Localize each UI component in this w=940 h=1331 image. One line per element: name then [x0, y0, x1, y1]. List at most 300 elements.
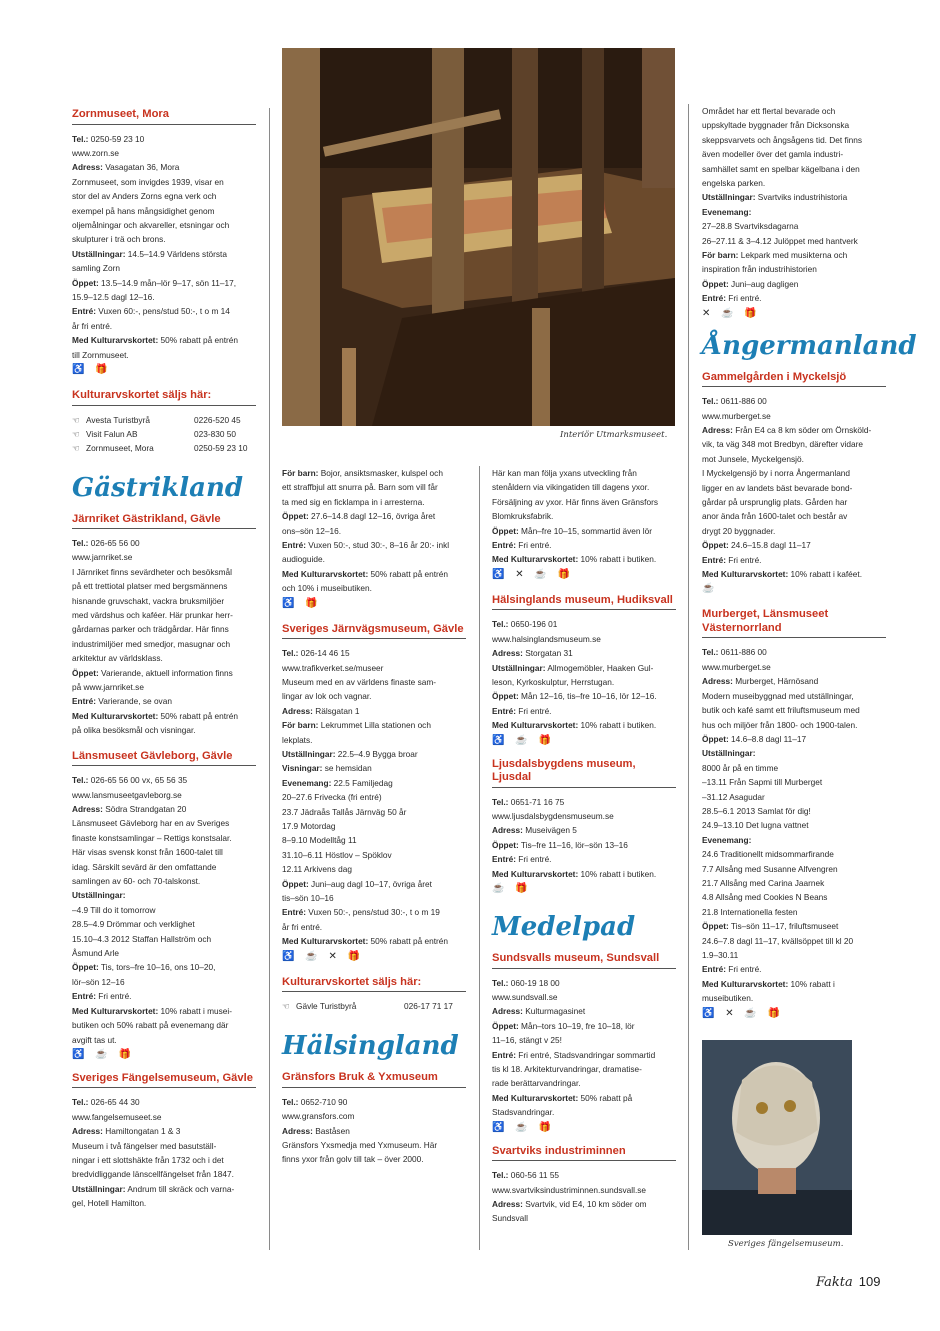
- text-line: [72, 1196, 256, 1210]
- field-text: 28.5–4.9 Drömmar och verklighet: [72, 919, 195, 930]
- field-text: till Zornmuseet.: [72, 349, 129, 360]
- field-text: 50% rabatt på entrén: [368, 936, 449, 947]
- field-text: Tis, tors–fre 10–16, ons 10–20,: [98, 962, 216, 973]
- field-text: idag. Särskilt sevärd är den omfattande: [72, 861, 217, 872]
- field-text: Försäljning av yxor. Här finns även Gränsfors: [492, 496, 659, 507]
- text-line: [72, 860, 256, 874]
- field-text: 17.9 Motordag: [282, 821, 336, 832]
- sell-place: Visit Falun AB: [86, 428, 138, 439]
- field-text: 026-14 46 15: [298, 648, 350, 659]
- field-text: Länsmuseet Gävleborg har en av Sveriges: [72, 818, 230, 829]
- text-line: [72, 261, 256, 275]
- field-text: 0611-886 00: [718, 396, 767, 407]
- text-line: [492, 1062, 676, 1076]
- entry-body: [72, 536, 256, 738]
- text-line: [702, 524, 886, 538]
- field-text: 28.5–6.1 2013 Samlat för dig!: [702, 805, 811, 816]
- field-text: Kulturmagasinet: [522, 1006, 586, 1017]
- field-text: www.svartviksindustriminnen.sundsvall.se: [492, 1184, 647, 1195]
- field-label: För barn:: [282, 468, 319, 478]
- field-label: Adress:: [72, 804, 103, 814]
- field-label: Adress:: [282, 705, 313, 716]
- entry-title: Ljusdalsbygdens museum, Ljusdal: [492, 758, 676, 788]
- text-line: [702, 962, 886, 976]
- text-line: [492, 1004, 676, 1018]
- field-text: lör–sön 12–16: [72, 976, 125, 987]
- entry-body: [702, 645, 886, 1005]
- text-line: [72, 290, 256, 304]
- field-label: Entré:: [492, 854, 516, 865]
- field-text: ligger en av landets bäst bevarade bond-: [702, 482, 853, 493]
- field-label: Tel.:: [492, 796, 509, 807]
- field-text: Området har ett flertal bevarade och: [702, 106, 836, 116]
- text-line: [72, 723, 256, 737]
- field-text: Varierande, aktuell information finns: [98, 667, 233, 678]
- field-label: Tel.:: [282, 648, 299, 659]
- field-text: anor ända från 1600-talet och består av: [702, 511, 848, 522]
- field-text: avgift tas ut.: [72, 1034, 117, 1045]
- field-label: Utställningar:: [72, 248, 126, 259]
- text-line: [702, 147, 886, 161]
- field-text: finaste konstsamlingar – Rettigs konstsalar.: [72, 832, 232, 843]
- text-line: [72, 1033, 256, 1047]
- field-text: Rälsgatan 1: [312, 705, 360, 716]
- field-text: 50% rabatt på entrén: [158, 710, 239, 721]
- field-text: Fri entré.: [95, 991, 132, 1002]
- field-text: skulpturer i trä och brons.: [72, 234, 166, 245]
- text-line: [702, 703, 886, 717]
- field-text: 15.10–4.3 2012 Staffan Hallström och: [72, 933, 212, 944]
- field-label: Öppet:: [702, 540, 729, 551]
- field-label: Evenemang:: [702, 206, 752, 217]
- field-text: 31.10–6.11 Höstlov – Spöklov: [282, 849, 392, 860]
- text-line: [72, 788, 256, 802]
- text-line: [72, 802, 256, 816]
- field-text: Södra Strandgatan 20: [102, 804, 187, 814]
- text-line: [282, 1109, 466, 1123]
- field-text: Juni–aug dagligen: [728, 278, 799, 289]
- text-line: [702, 509, 886, 523]
- facility-icons: ☕: [702, 583, 719, 595]
- facility-icons: ♿ ✕ ☕ 🎁: [702, 1007, 785, 1019]
- field-text: 0651-71 16 75: [508, 796, 565, 807]
- text-line: [702, 674, 886, 688]
- text-line: [492, 704, 676, 718]
- field-text: Baståsen: [312, 1125, 350, 1136]
- text-line: [702, 190, 886, 204]
- text-line: [72, 773, 256, 787]
- text-line: [282, 675, 466, 689]
- entry-body: [492, 795, 676, 881]
- field-text: Tis–fre 11–16, lör–sön 13–16: [518, 839, 628, 850]
- text-line: [282, 689, 466, 703]
- field-text: –4.9 Till do it tomorrow: [72, 904, 156, 915]
- field-label: Adress:: [282, 1125, 313, 1136]
- entry-body: [492, 1168, 676, 1226]
- text-line: [72, 276, 256, 290]
- text-line: [702, 176, 886, 190]
- field-text: se hemsidan: [322, 763, 372, 774]
- field-text: Varierande, se ovan: [95, 696, 172, 707]
- field-text: Fri entré.: [515, 854, 552, 865]
- column-divider: [269, 108, 270, 1250]
- field-label: Öppet:: [72, 277, 99, 288]
- field-label: Med Kulturarvskortet:: [702, 569, 789, 580]
- text-line: [702, 538, 886, 552]
- text-line: [702, 991, 886, 1005]
- pointing-hand-icon: ☜: [282, 1001, 290, 1012]
- facility-icons: ✕ ☕ 🎁: [702, 307, 761, 319]
- field-text: 24.6 Traditionellt midsommarfirande: [702, 849, 834, 860]
- field-label: Öppet:: [492, 1020, 519, 1031]
- field-text: gårdarnas parker och trädgårdar. Här finns: [72, 624, 229, 635]
- field-text: hus och miljöer från 1800- och 1900-talen.: [702, 719, 858, 730]
- field-label: Öppet:: [282, 511, 309, 522]
- column-3: [492, 466, 676, 1226]
- field-text: stor del av Anders Zorns egna verk och: [72, 191, 217, 202]
- text-line: [72, 1124, 256, 1138]
- text-line: [282, 661, 466, 675]
- field-label: Entré:: [492, 705, 516, 716]
- field-text: 13.5–14.9 mån–lör 9–17, sön 11–17,: [98, 277, 237, 288]
- field-label: Evenemang:: [702, 834, 752, 845]
- field-label: Öppet:: [492, 525, 519, 536]
- field-text: www.lansmuseetgavleborg.se: [72, 789, 182, 800]
- text-line: [702, 977, 886, 991]
- field-text: museibutiken.: [702, 993, 754, 1004]
- field-label: Entré:: [492, 1049, 516, 1060]
- sell-list: [72, 413, 256, 455]
- field-text: Vasagatan 36, Mora: [102, 162, 180, 173]
- text-line: [72, 1004, 256, 1018]
- text-line: [492, 976, 676, 990]
- field-label: Tel.:: [72, 1097, 89, 1108]
- entry-body: [282, 1095, 466, 1167]
- field-label: Utställningar:: [702, 748, 756, 759]
- field-text: Museum med en av världens finaste sam-: [282, 676, 437, 687]
- field-text: vik, ta väg 348 mot Bredbyn, därefter vidare: [702, 439, 863, 450]
- field-text: Vuxen 50:-, stud 30:-, 8–16 år 20:- inkl: [305, 540, 450, 551]
- field-text: rade berättarvandringar.: [492, 1078, 581, 1089]
- field-text: 24.9–13.10 Det lugna vattnet: [702, 820, 809, 831]
- text-line: [702, 775, 886, 789]
- text-line: [702, 732, 886, 746]
- field-text: med värdshus och kaféer. Här prunkar herr-: [72, 610, 233, 621]
- text-line: [282, 495, 466, 509]
- field-text: 27.6–14.8 dagl 12–16, övriga året: [308, 511, 436, 522]
- text-line: [72, 917, 256, 931]
- field-text: Blomkruksfabrik.: [492, 511, 554, 522]
- text-line: [282, 1138, 466, 1152]
- text-line: [492, 823, 676, 837]
- field-label: Med Kulturarvskortet:: [492, 554, 579, 565]
- sell-phone: 023-830 50: [194, 428, 236, 439]
- field-text: Här kan man följa yxans utveckling från: [492, 468, 637, 478]
- sell-list: [282, 999, 466, 1013]
- entry-title: Svartviks industriminnen: [492, 1145, 676, 1162]
- field-text: samlingen av 60- och 70-talskonst.: [72, 876, 201, 887]
- entry-title: Gammelgården i Myckelsjö: [702, 371, 886, 388]
- text-line: [72, 204, 256, 218]
- field-label: Adress:: [492, 648, 523, 659]
- text-line: [702, 847, 886, 861]
- entry-title: Sveriges Järnvägsmuseum, Gävle: [282, 623, 466, 640]
- text-line: [702, 495, 886, 509]
- text-line: [702, 862, 886, 876]
- field-text: 1.9–30.11: [702, 950, 739, 960]
- text-line: [282, 1095, 466, 1109]
- field-label: Adress:: [702, 676, 733, 687]
- entry-body: [492, 617, 676, 732]
- facility-icons: ☕ 🎁: [492, 883, 532, 895]
- field-label: Adress:: [72, 1126, 103, 1137]
- text-line: [702, 437, 886, 451]
- field-text: Gränsfors Yxsmedja med Yxmuseum. Här: [282, 1139, 438, 1150]
- field-text: finns yxor från golv till tak – över 2000.: [282, 1154, 424, 1165]
- facility-icons: ♿ 🎁: [72, 364, 112, 375]
- field-text: Vuxen 50:-, pens/stud 30:-, t o m 19: [305, 907, 440, 918]
- field-label: Tel.:: [702, 647, 719, 658]
- field-text: på www.jarnriket.se: [72, 682, 144, 693]
- text-line: [72, 146, 256, 160]
- field-text: www.zorn.se: [72, 147, 120, 158]
- text-line: [492, 1183, 676, 1197]
- text-line: [72, 960, 256, 974]
- field-text: 23.7 Jädraås Tallås Järnväg 50 år: [282, 806, 407, 817]
- field-text: www.ljusdalsbygdensmuseum.se: [492, 811, 614, 821]
- field-text: ta med sig en ficklampa in i arresterna.: [282, 496, 425, 507]
- text-line: [282, 733, 466, 747]
- text-line: [72, 666, 256, 680]
- entry-title: Sundsvalls museum, Sundsvall: [492, 952, 676, 969]
- text-line: [282, 538, 466, 552]
- field-label: Med Kulturarvskortet:: [702, 978, 789, 989]
- text-line: [72, 218, 256, 232]
- field-label: Öppet:: [702, 278, 729, 289]
- field-text: 24.6–15.8 dagl 11–17: [728, 540, 811, 551]
- text-line: [282, 761, 466, 775]
- text-line: [72, 932, 256, 946]
- entry-body: [492, 976, 676, 1120]
- text-line: [72, 989, 256, 1003]
- text-line: [492, 646, 676, 660]
- field-text: 10% rabatt i butiken.: [578, 554, 657, 565]
- sell-place: Avesta Turistbyrå: [86, 414, 150, 425]
- field-text: Museivägen 5: [522, 825, 577, 836]
- facility-icons: ♿ ✕ ☕ 🎁: [492, 568, 575, 580]
- field-text: www.gransfors.com: [282, 1111, 355, 1122]
- text-line: [702, 248, 886, 262]
- region-heading: Ångermanland: [702, 330, 917, 361]
- text-line: [72, 1182, 256, 1196]
- text-line: [492, 1211, 676, 1225]
- text-line: [492, 1076, 676, 1090]
- text-line: [702, 905, 886, 919]
- field-text: Storgatan 31: [522, 648, 573, 659]
- field-label: Med Kulturarvskortet:: [492, 868, 579, 879]
- field-text: Zornmuseet, som invigdes 1939, visar en: [72, 176, 224, 187]
- field-text: Tis–sön 11–17, friluftsmuseet: [728, 921, 839, 932]
- text-line: [72, 694, 256, 708]
- page-footer: [816, 1274, 880, 1290]
- field-label: Entré:: [702, 554, 726, 565]
- text-line: [72, 845, 256, 859]
- field-label: Tel.:: [492, 619, 509, 630]
- field-text: oljemålningar och akvareller, etsningar och: [72, 219, 230, 230]
- field-text: 22.5–4.9 Bygga broar: [335, 749, 418, 759]
- field-text: 8000 år på en timme: [702, 762, 779, 773]
- sell-title: Kulturarvskortet säljs här:: [282, 976, 466, 993]
- field-text: tis kl 18. Arkitekturvandringar, dramatise-: [492, 1063, 642, 1074]
- text-line: [492, 718, 676, 732]
- field-text: www.halsinglandsmuseum.se: [492, 633, 601, 644]
- field-text: lingar av lok och vagnar.: [282, 691, 372, 702]
- text-line: [72, 565, 256, 579]
- text-line: [492, 1048, 676, 1062]
- text-line: [72, 536, 256, 550]
- field-text: industrimiljöer med smedjor, masugnar och: [72, 638, 231, 649]
- text-line: [702, 818, 886, 832]
- field-text: även modeller över det gamla industri-: [702, 149, 844, 160]
- text-line: [72, 319, 256, 333]
- text-line: [702, 553, 886, 567]
- field-text: ons–sön 12–16.: [282, 525, 342, 536]
- field-text: Lekpark med musikterna och: [738, 250, 848, 261]
- text-line: [72, 680, 256, 694]
- field-text: ett straffbjul att snurra på. Barn som vill får: [282, 482, 438, 493]
- field-text: Fri entré, Stadsvandringar sommartid: [515, 1049, 656, 1060]
- field-text: inspiration från industrihistorien: [702, 264, 817, 275]
- text-line: [72, 874, 256, 888]
- field-text: 14.5–14.9 Världens största: [125, 248, 227, 259]
- field-text: engelska parken.: [702, 178, 766, 189]
- field-text: Åsmund Arle: [72, 948, 120, 959]
- text-line: [702, 277, 886, 291]
- field-text: lekplats.: [282, 734, 313, 745]
- entry-body: [72, 1095, 256, 1210]
- entry-body: [72, 773, 256, 1047]
- text-line: [72, 946, 256, 960]
- sell-phone: 0226-520 45: [194, 414, 241, 425]
- page-number: 109: [858, 1274, 881, 1289]
- text-line: [72, 333, 256, 347]
- facility-icons: ♿ ☕ 🎁: [492, 1121, 555, 1133]
- pointing-hand-icon: ☜: [72, 428, 80, 439]
- section-name: Fakta: [816, 1275, 853, 1290]
- field-text: 026-65 44 30: [88, 1097, 140, 1108]
- field-text: år fri entré.: [72, 320, 113, 331]
- field-text: 10% rabatt i musei-: [158, 1005, 232, 1016]
- text-line: [282, 718, 466, 732]
- text-line: [702, 876, 886, 890]
- text-line: [492, 480, 676, 494]
- field-text: 4.8 Allsång med Cookies N Beans: [702, 892, 828, 903]
- sell-title: Kulturarvskortet säljs här:: [72, 389, 256, 406]
- text-line: [492, 838, 676, 852]
- field-text: –31.12 Asagudar: [702, 791, 765, 802]
- field-label: Med Kulturarvskortet:: [492, 1092, 579, 1103]
- field-label: Tel.:: [72, 775, 89, 786]
- field-text: Fri entré.: [725, 554, 762, 565]
- sell-place: Gävle Turistbyrå: [296, 1001, 357, 1012]
- text-line: [72, 1095, 256, 1109]
- field-label: Öppet:: [72, 962, 99, 973]
- entry-body: [492, 466, 676, 567]
- text-line: [72, 651, 256, 665]
- text-line: [282, 646, 466, 660]
- text-line: [702, 162, 886, 176]
- field-text: I Myckelgensjö by i norra Ångermanland: [702, 468, 851, 479]
- field-text: Mån 12–16, tis–fre 10–16, lör 12–16.: [518, 691, 657, 702]
- text-line: [702, 689, 886, 703]
- field-label: Entré:: [72, 991, 96, 1002]
- entry-title: Sveriges Fängelsemuseum, Gävle: [72, 1072, 256, 1089]
- field-label: Öppet:: [492, 691, 519, 702]
- field-text: tis–sön 10–16: [282, 893, 334, 904]
- field-label: Utställningar:: [282, 749, 336, 759]
- field-label: För barn:: [282, 720, 319, 731]
- field-text: 20–27.6 Frivecka (fri entré): [282, 792, 382, 803]
- text-line: [282, 862, 466, 876]
- text-line: [282, 819, 466, 833]
- text-line: [282, 581, 466, 595]
- text-line: [282, 776, 466, 790]
- field-text: butik och kafé samt ett friluftsmuseum med: [702, 705, 860, 716]
- field-text: 0652-710 90: [298, 1096, 348, 1107]
- field-label: Med Kulturarvskortet:: [282, 936, 369, 947]
- field-text: 14.6–8.8 dagl 11–17: [728, 733, 807, 744]
- facility-icons: ♿ ☕ 🎁: [72, 1048, 135, 1060]
- text-line: [702, 133, 886, 147]
- field-text: 21.7 Allsång med Carina Jaarnek: [702, 877, 825, 888]
- entry-body: [702, 104, 886, 306]
- entry-title: Gränsfors Bruk & Yxmuseum: [282, 1071, 466, 1088]
- field-text: leson, Kyrkoskulptur, Herrstugan.: [492, 676, 615, 687]
- text-line: [492, 809, 676, 823]
- text-line: [72, 160, 256, 174]
- field-text: Mån–fre 10–15, sommartid även lör: [518, 525, 653, 536]
- field-text: 026-65 56 00 vx, 65 56 35: [88, 775, 188, 786]
- text-line: [282, 552, 466, 566]
- field-text: 22.5 Familjedag: [331, 777, 393, 788]
- text-line: [702, 452, 886, 466]
- field-label: Utställningar:: [492, 662, 546, 673]
- text-line: [72, 550, 256, 564]
- field-text: Svartviks industrihistoria: [755, 192, 848, 203]
- text-line: [492, 867, 676, 881]
- field-text: Bojor, ansiktsmasker, kulspel och: [318, 468, 443, 478]
- text-line: [492, 538, 676, 552]
- sell-row: [72, 441, 256, 455]
- facility-icons: ♿ ☕ 🎁: [492, 734, 555, 746]
- text-line: [492, 1033, 676, 1047]
- text-line: [492, 552, 676, 566]
- text-line: [702, 645, 886, 659]
- field-text: Sundsvall: [492, 1213, 528, 1224]
- field-text: arkitektur av världsklass.: [72, 653, 163, 664]
- text-line: [492, 466, 676, 480]
- text-line: [492, 1197, 676, 1211]
- field-text: hisnande gruvschakt, vackra bruksmiljöer: [72, 595, 225, 606]
- text-line: [282, 747, 466, 761]
- photo-caption: Interiör Utmarksmuseet.: [560, 430, 668, 440]
- field-text: drygt 20 byggnader.: [702, 525, 776, 536]
- entry-title: Zornmuseet, Mora: [72, 108, 256, 125]
- field-label: Adress:: [72, 162, 103, 173]
- field-text: Fri entré.: [515, 540, 552, 551]
- field-text: Från E4 ca 8 km söder om Örnsköld-: [732, 425, 872, 435]
- text-line: [282, 1124, 466, 1138]
